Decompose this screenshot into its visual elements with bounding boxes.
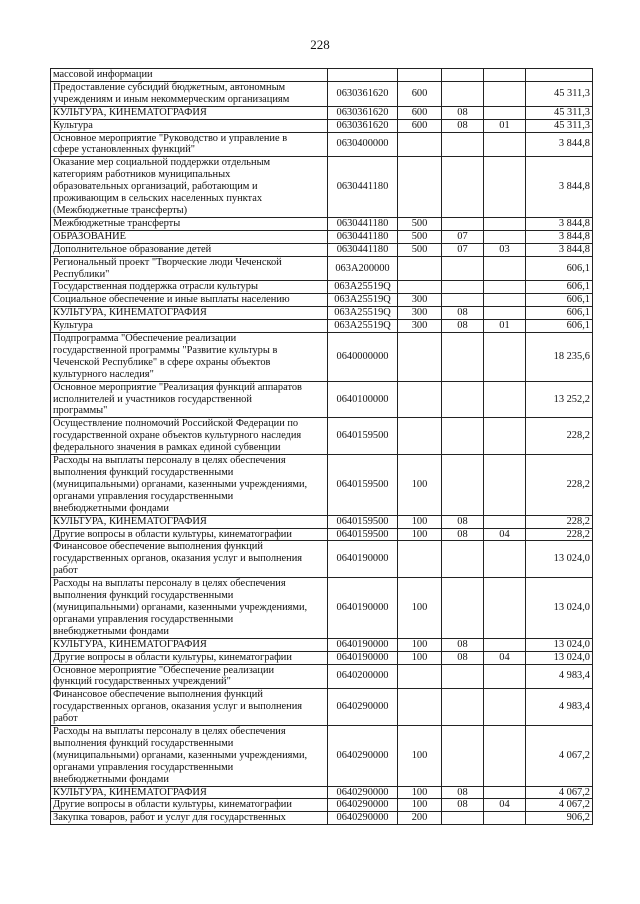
expense-type-cell xyxy=(398,281,442,294)
target-code-cell: 063A25519Q xyxy=(328,307,398,320)
target-code-cell: 0640100000 xyxy=(328,381,398,418)
row-name-cell: Другие вопросы в области культуры, кинематографии xyxy=(51,799,328,812)
section-code-cell xyxy=(442,381,484,418)
table-row xyxy=(51,664,593,689)
target-code-cell: 0640159500 xyxy=(328,528,398,541)
section-code-cell: 08 xyxy=(442,786,484,799)
amount-cell: 228,2 xyxy=(526,455,593,516)
subsection-code-cell xyxy=(484,381,526,418)
target-code-cell: 0640159500 xyxy=(328,418,398,455)
section-code-cell xyxy=(442,812,484,825)
table-row xyxy=(51,638,593,651)
table-row xyxy=(51,726,593,787)
amount-cell: 3 844,8 xyxy=(526,243,593,256)
subsection-code-cell xyxy=(484,664,526,689)
target-code-cell: 0640000000 xyxy=(328,333,398,382)
row-name-cell: Культура xyxy=(51,119,328,132)
row-name-cell: Оказание мер социальной поддержки отдельным категориям работников муниципальных образовательных организаций, работающим и проживающим в сельских населенных пунктах (Межбюджетные трансферты) xyxy=(51,157,328,218)
amount-cell: 13 024,0 xyxy=(526,638,593,651)
amount-cell: 3 844,8 xyxy=(526,132,593,157)
section-code-cell xyxy=(442,157,484,218)
row-name-cell: ОБРАЗОВАНИЕ xyxy=(51,230,328,243)
row-name-cell: Основное мероприятие "Обеспечение реализации функций государственных учреждений" xyxy=(51,664,328,689)
amount-cell: 228,2 xyxy=(526,418,593,455)
row-name-cell: Социальное обеспечение и иные выплаты населению xyxy=(51,294,328,307)
page-number: 228 xyxy=(310,37,330,52)
section-code-cell: 08 xyxy=(442,638,484,651)
table-row xyxy=(51,217,593,230)
target-code-cell: 0640200000 xyxy=(328,664,398,689)
amount-cell: 606,1 xyxy=(526,294,593,307)
section-code-cell xyxy=(442,418,484,455)
section-code-cell xyxy=(442,281,484,294)
expense-type-cell: 300 xyxy=(398,307,442,320)
section-code-cell: 08 xyxy=(442,320,484,333)
section-code-cell xyxy=(442,256,484,281)
expense-type-cell: 100 xyxy=(398,528,442,541)
target-code-cell xyxy=(328,69,398,82)
subsection-code-cell: 04 xyxy=(484,528,526,541)
table-row xyxy=(51,515,593,528)
row-name-cell: КУЛЬТУРА, КИНЕМАТОГРАФИЯ xyxy=(51,638,328,651)
row-name-cell: Предоставление субсидий бюджетным, автономным учреждениям и иным некоммерческим организациям xyxy=(51,81,328,106)
row-name-cell: Культура xyxy=(51,320,328,333)
amount-cell: 4 067,2 xyxy=(526,799,593,812)
row-name-cell: Межбюджетные трансферты xyxy=(51,217,328,230)
target-code-cell: 063A200000 xyxy=(328,256,398,281)
target-code-cell: 063A25519Q xyxy=(328,294,398,307)
target-code-cell: 0640159500 xyxy=(328,515,398,528)
section-code-cell: 08 xyxy=(442,307,484,320)
row-name-cell: КУЛЬТУРА, КИНЕМАТОГРАФИЯ xyxy=(51,515,328,528)
table-row xyxy=(51,528,593,541)
target-code-cell: 0640290000 xyxy=(328,689,398,726)
expense-type-cell: 100 xyxy=(398,455,442,516)
target-code-cell: 0640290000 xyxy=(328,786,398,799)
expense-type-cell xyxy=(398,664,442,689)
expense-type-cell xyxy=(398,132,442,157)
expense-type-cell: 100 xyxy=(398,515,442,528)
expense-type-cell: 500 xyxy=(398,217,442,230)
expense-type-cell xyxy=(398,541,442,578)
target-code-cell: 0640290000 xyxy=(328,812,398,825)
amount-cell: 906,2 xyxy=(526,812,593,825)
amount-cell: 4 067,2 xyxy=(526,726,593,787)
table-row xyxy=(51,294,593,307)
table-row xyxy=(51,256,593,281)
section-code-cell xyxy=(442,294,484,307)
row-name-cell: Региональный проект "Творческие люди Чеченской Республики" xyxy=(51,256,328,281)
row-name-cell: Основное мероприятие "Руководство и управление в сфере установленных функций" xyxy=(51,132,328,157)
expense-type-cell: 200 xyxy=(398,812,442,825)
target-code-cell: 0640290000 xyxy=(328,799,398,812)
subsection-code-cell xyxy=(484,418,526,455)
section-code-cell xyxy=(442,664,484,689)
subsection-code-cell: 04 xyxy=(484,651,526,664)
subsection-code-cell xyxy=(484,812,526,825)
amount-cell: 4 983,4 xyxy=(526,689,593,726)
row-name-cell: Подпрограмма "Обеспечение реализации государственной программы "Развитие культуры в Чеченской Республике" в сфере охраны объектов культурного наследия" xyxy=(51,333,328,382)
amount-cell: 45 311,3 xyxy=(526,81,593,106)
table-row xyxy=(51,786,593,799)
amount-cell: 3 844,8 xyxy=(526,230,593,243)
row-name-cell: Финансовое обеспечение выполнения функций государственных органов, оказания услуг и выполнения работ xyxy=(51,689,328,726)
table-row xyxy=(51,812,593,825)
amount-cell: 3 844,8 xyxy=(526,217,593,230)
expense-type-cell xyxy=(398,256,442,281)
section-code-cell xyxy=(442,81,484,106)
row-name-cell: Расходы на выплаты персоналу в целях обеспечения выполнения функций государственными (муниципальными) органами, казенными учреждениями, органами управления государственными внебюджетными фондами xyxy=(51,455,328,516)
table-row xyxy=(51,119,593,132)
subsection-code-cell xyxy=(484,541,526,578)
amount-cell: 45 311,3 xyxy=(526,106,593,119)
expense-type-cell xyxy=(398,381,442,418)
section-code-cell: 08 xyxy=(442,515,484,528)
section-code-cell: 07 xyxy=(442,243,484,256)
amount-cell: 606,1 xyxy=(526,281,593,294)
section-code-cell xyxy=(442,689,484,726)
budget-table xyxy=(50,68,593,825)
target-code-cell: 0630441180 xyxy=(328,217,398,230)
subsection-code-cell xyxy=(484,786,526,799)
target-code-cell: 0630361620 xyxy=(328,119,398,132)
section-code-cell xyxy=(442,541,484,578)
section-code-cell: 07 xyxy=(442,230,484,243)
row-name-cell: КУЛЬТУРА, КИНЕМАТОГРАФИЯ xyxy=(51,106,328,119)
table-row xyxy=(51,418,593,455)
row-name-cell: Осуществление полномочий Российской Федерации по государственной охране объектов культурного наследия федерального значения в рамках единой субвенции xyxy=(51,418,328,455)
amount-cell: 13 024,0 xyxy=(526,578,593,639)
expense-type-cell: 300 xyxy=(398,320,442,333)
row-name-cell: массовой информации xyxy=(51,69,328,82)
amount-cell: 606,1 xyxy=(526,256,593,281)
budget-table-body xyxy=(51,69,593,825)
table-row xyxy=(51,333,593,382)
subsection-code-cell: 03 xyxy=(484,243,526,256)
target-code-cell: 0630400000 xyxy=(328,132,398,157)
table-row xyxy=(51,281,593,294)
section-code-cell xyxy=(442,217,484,230)
table-row xyxy=(51,689,593,726)
subsection-code-cell xyxy=(484,132,526,157)
amount-cell: 606,1 xyxy=(526,320,593,333)
amount-cell: 45 311,3 xyxy=(526,119,593,132)
section-code-cell xyxy=(442,333,484,382)
section-code-cell: 08 xyxy=(442,651,484,664)
subsection-code-cell xyxy=(484,81,526,106)
expense-type-cell: 300 xyxy=(398,294,442,307)
subsection-code-cell xyxy=(484,157,526,218)
row-name-cell: КУЛЬТУРА, КИНЕМАТОГРАФИЯ xyxy=(51,307,328,320)
section-code-cell xyxy=(442,69,484,82)
row-name-cell: Другие вопросы в области культуры, кинематографии xyxy=(51,651,328,664)
row-name-cell: Основное мероприятие "Реализация функций аппаратов исполнителей и участников государственной программы" xyxy=(51,381,328,418)
subsection-code-cell xyxy=(484,307,526,320)
amount-cell: 228,2 xyxy=(526,515,593,528)
table-row xyxy=(51,69,593,82)
expense-type-cell xyxy=(398,333,442,382)
table-row xyxy=(51,320,593,333)
subsection-code-cell xyxy=(484,455,526,516)
section-code-cell: 08 xyxy=(442,799,484,812)
expense-type-cell xyxy=(398,418,442,455)
subsection-code-cell xyxy=(484,69,526,82)
subsection-code-cell xyxy=(484,689,526,726)
amount-cell: 3 844,8 xyxy=(526,157,593,218)
subsection-code-cell xyxy=(484,106,526,119)
expense-type-cell xyxy=(398,689,442,726)
target-code-cell: 0640190000 xyxy=(328,638,398,651)
expense-type-cell: 500 xyxy=(398,230,442,243)
subsection-code-cell: 04 xyxy=(484,799,526,812)
amount-cell: 4 983,4 xyxy=(526,664,593,689)
expense-type-cell: 100 xyxy=(398,651,442,664)
subsection-code-cell xyxy=(484,333,526,382)
amount-cell: 228,2 xyxy=(526,528,593,541)
table-row xyxy=(51,307,593,320)
target-code-cell: 0630441180 xyxy=(328,243,398,256)
row-name-cell: Другие вопросы в области культуры, кинематографии xyxy=(51,528,328,541)
amount-cell: 13 252,2 xyxy=(526,381,593,418)
amount-cell xyxy=(526,69,593,82)
expense-type-cell: 100 xyxy=(398,638,442,651)
section-code-cell xyxy=(442,726,484,787)
amount-cell: 606,1 xyxy=(526,307,593,320)
table-row xyxy=(51,243,593,256)
subsection-code-cell xyxy=(484,515,526,528)
target-code-cell: 063A25519Q xyxy=(328,281,398,294)
expense-type-cell: 100 xyxy=(398,799,442,812)
row-name-cell: Расходы на выплаты персоналу в целях обеспечения выполнения функций государственными (муниципальными) органами, казенными учреждениями, органами управления государственными внебюджетными фондами xyxy=(51,578,328,639)
table-row xyxy=(51,651,593,664)
row-name-cell: Закупка товаров, работ и услуг для государственных xyxy=(51,812,328,825)
amount-cell: 13 024,0 xyxy=(526,541,593,578)
target-code-cell: 0640290000 xyxy=(328,726,398,787)
subsection-code-cell xyxy=(484,638,526,651)
subsection-code-cell: 01 xyxy=(484,119,526,132)
row-name-cell: Расходы на выплаты персоналу в целях обеспечения выполнения функций государственными (муниципальными) органами, казенными учреждениями, органами управления государственными внебюджетными фондами xyxy=(51,726,328,787)
subsection-code-cell xyxy=(484,578,526,639)
section-code-cell xyxy=(442,132,484,157)
expense-type-cell: 600 xyxy=(398,81,442,106)
row-name-cell: Дополнительное образование детей xyxy=(51,243,328,256)
expense-type-cell: 600 xyxy=(398,119,442,132)
subsection-code-cell xyxy=(484,230,526,243)
target-code-cell: 0640190000 xyxy=(328,578,398,639)
target-code-cell: 0630441180 xyxy=(328,230,398,243)
target-code-cell: 0630361620 xyxy=(328,81,398,106)
row-name-cell: Государственная поддержка отрасли культуры xyxy=(51,281,328,294)
amount-cell: 4 067,2 xyxy=(526,786,593,799)
section-code-cell: 08 xyxy=(442,528,484,541)
subsection-code-cell xyxy=(484,256,526,281)
expense-type-cell: 100 xyxy=(398,578,442,639)
row-name-cell: Финансовое обеспечение выполнения функций государственных органов, оказания услуг и выполнения работ xyxy=(51,541,328,578)
expense-type-cell: 100 xyxy=(398,726,442,787)
table-row xyxy=(51,381,593,418)
table-row xyxy=(51,455,593,516)
expense-type-cell: 500 xyxy=(398,243,442,256)
target-code-cell: 0630441180 xyxy=(328,157,398,218)
target-code-cell: 0640190000 xyxy=(328,651,398,664)
amount-cell: 18 235,6 xyxy=(526,333,593,382)
expense-type-cell xyxy=(398,69,442,82)
expense-type-cell: 100 xyxy=(398,786,442,799)
row-name-cell: КУЛЬТУРА, КИНЕМАТОГРАФИЯ xyxy=(51,786,328,799)
subsection-code-cell: 01 xyxy=(484,320,526,333)
target-code-cell: 0640159500 xyxy=(328,455,398,516)
target-code-cell: 0630361620 xyxy=(328,106,398,119)
target-code-cell: 0640190000 xyxy=(328,541,398,578)
subsection-code-cell xyxy=(484,281,526,294)
table-row xyxy=(51,106,593,119)
amount-cell: 13 024,0 xyxy=(526,651,593,664)
target-code-cell: 063A25519Q xyxy=(328,320,398,333)
expense-type-cell xyxy=(398,157,442,218)
table-row xyxy=(51,799,593,812)
expense-type-cell: 600 xyxy=(398,106,442,119)
table-row xyxy=(51,541,593,578)
subsection-code-cell xyxy=(484,217,526,230)
section-code-cell xyxy=(442,455,484,516)
subsection-code-cell xyxy=(484,294,526,307)
table-row xyxy=(51,230,593,243)
section-code-cell xyxy=(442,578,484,639)
table-row xyxy=(51,157,593,218)
table-row xyxy=(51,132,593,157)
table-row xyxy=(51,81,593,106)
section-code-cell: 08 xyxy=(442,106,484,119)
section-code-cell: 08 xyxy=(442,119,484,132)
subsection-code-cell xyxy=(484,726,526,787)
table-row xyxy=(51,578,593,639)
